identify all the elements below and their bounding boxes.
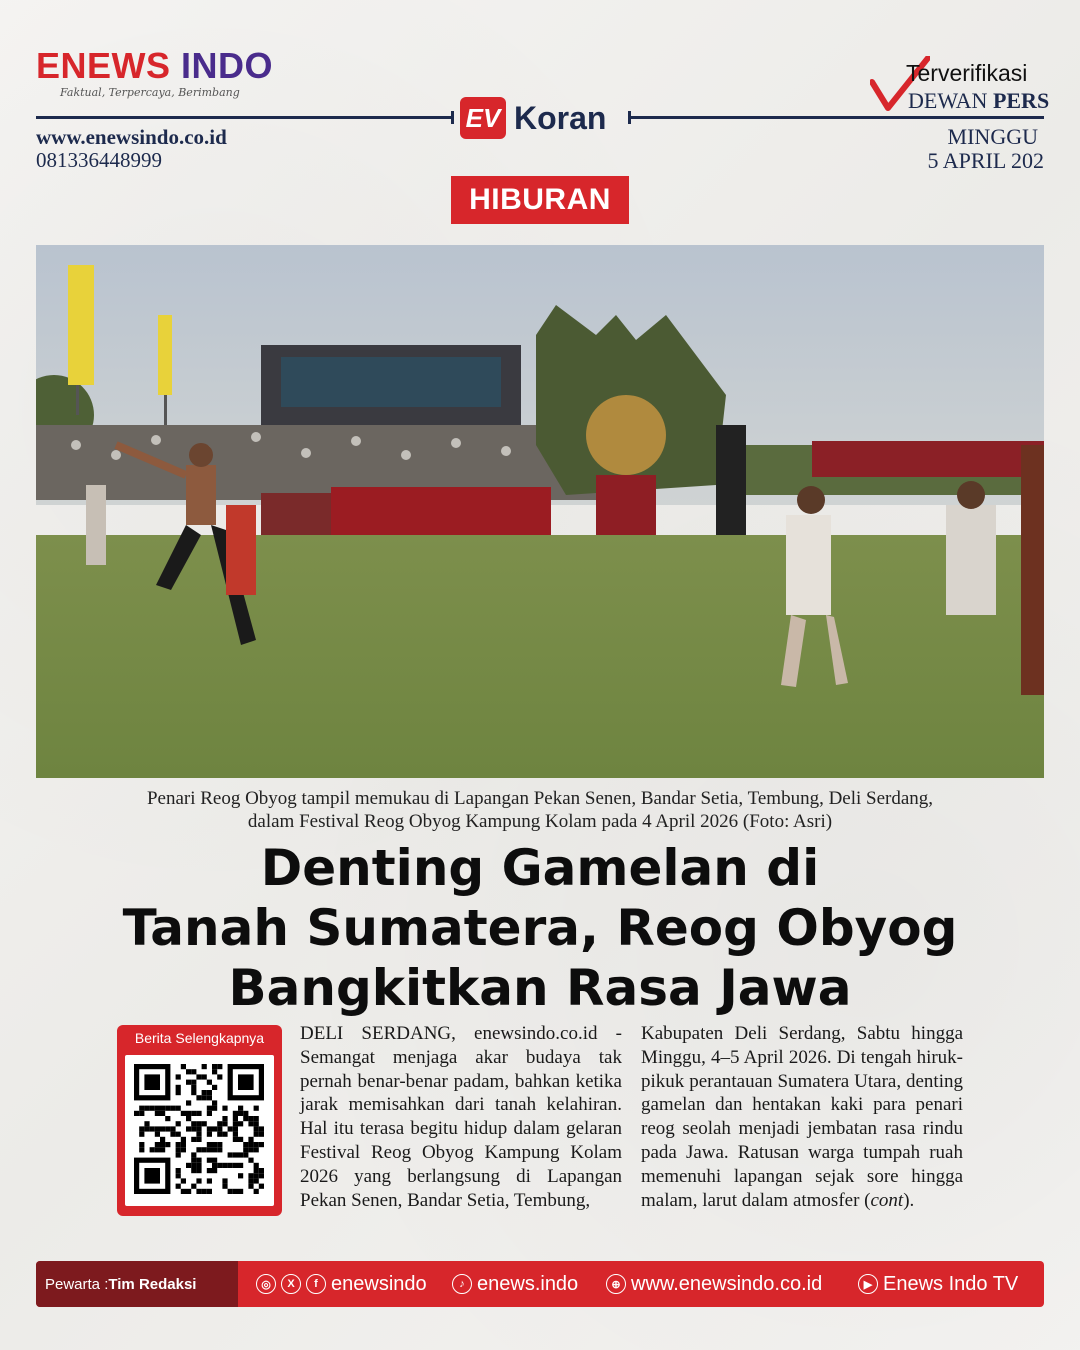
qr-module	[191, 1069, 196, 1074]
qr-module	[191, 1137, 196, 1142]
youtube-channel[interactable]: Enews Indo TV	[883, 1272, 1019, 1295]
qr-module	[254, 1178, 259, 1183]
qr-module	[233, 1189, 238, 1194]
qr-module	[233, 1111, 238, 1116]
qr-module	[217, 1126, 222, 1131]
article-column-2	[641, 1022, 963, 1212]
qr-module	[212, 1163, 217, 1168]
qr-module	[176, 1074, 181, 1079]
qr-module	[254, 1132, 259, 1137]
category-badge: HIBURAN	[451, 176, 629, 224]
qr-module	[259, 1168, 264, 1173]
qr-module	[248, 1184, 253, 1189]
qr-label: Berita Selengkapnya	[134, 1030, 265, 1046]
qr-module	[191, 1163, 196, 1168]
qr-module	[155, 1132, 160, 1137]
youtube-link[interactable]	[858, 1261, 1018, 1307]
qr-module	[248, 1158, 253, 1163]
youtube-icon[interactable]: ▶	[858, 1274, 878, 1294]
headline-line-2: Tanah Sumatera, Reog Obyog	[122, 899, 958, 957]
qr-code-graphic	[125, 1055, 274, 1206]
qr-module	[212, 1085, 217, 1090]
qr-module	[139, 1147, 144, 1152]
qr-module	[186, 1116, 191, 1121]
qr-module	[165, 1106, 170, 1111]
globe-icon[interactable]: ⊕	[606, 1274, 626, 1294]
qr-code-icon[interactable]	[125, 1055, 274, 1206]
verified-pers: PERS	[992, 88, 1050, 113]
qr-module	[176, 1184, 181, 1189]
qr-module	[181, 1137, 186, 1142]
qr-module	[176, 1173, 181, 1178]
qr-finder	[144, 1074, 160, 1090]
qr-module	[202, 1147, 207, 1152]
edition-logo	[460, 97, 606, 139]
qr-module	[217, 1132, 222, 1137]
qr-module	[207, 1147, 212, 1152]
reporter-name: Tim Redaksi	[108, 1275, 197, 1293]
qr-module	[165, 1142, 170, 1147]
qr-module	[212, 1064, 217, 1069]
headline-line-1: Denting Gamelan di	[260, 839, 820, 897]
qr-module	[222, 1106, 227, 1111]
qr-module	[207, 1080, 212, 1085]
facebook-icon[interactable]: f	[306, 1274, 326, 1294]
qr-module	[259, 1184, 264, 1189]
qr-module	[238, 1152, 243, 1157]
qr-module	[254, 1168, 259, 1173]
qr-module	[134, 1111, 139, 1116]
qr-module	[191, 1158, 196, 1163]
qr-module	[243, 1116, 248, 1121]
qr-module	[217, 1121, 222, 1126]
qr-module	[165, 1126, 170, 1131]
qr-module	[228, 1152, 233, 1157]
qr-module	[160, 1111, 165, 1116]
brand-part-2: INDO	[181, 45, 274, 86]
qr-module	[155, 1142, 160, 1147]
qr-module	[139, 1106, 144, 1111]
qr-module	[207, 1189, 212, 1194]
article-column-2-text: Kabupaten Deli Serdang, Sabtu hingga Minggu, 4–5 April 2026. Di tengah hiruk-pikuk perantauan Sumatera Utara, denting gamelan dan hentakan kaki para penari reog seolah menjadi jembatan rasa rindu pada Jawa. Ratusan warga tumpah ruah memenuhi lapangan sejak sore hingga malam, larut dalam atmosfer (	[641, 1023, 963, 1211]
qr-module	[202, 1189, 207, 1194]
qr-module	[155, 1106, 160, 1111]
qr-module	[222, 1178, 227, 1183]
qr-module	[176, 1090, 181, 1095]
qr-module	[186, 1126, 191, 1131]
qr-module	[176, 1147, 181, 1152]
qr-module	[254, 1106, 259, 1111]
qr-module	[181, 1189, 186, 1194]
social-links[interactable]	[256, 1261, 427, 1307]
qr-module	[207, 1158, 212, 1163]
qr-module	[186, 1080, 191, 1085]
qr-module	[243, 1111, 248, 1116]
qr-module	[222, 1116, 227, 1121]
qr-module	[165, 1116, 170, 1121]
qr-module	[139, 1142, 144, 1147]
qr-module	[243, 1147, 248, 1152]
qr-module	[181, 1142, 186, 1147]
qr-module	[222, 1184, 227, 1189]
qr-module	[191, 1152, 196, 1157]
qr-finder	[238, 1074, 254, 1090]
header-website[interactable]: www.enewsindo.co.id	[36, 125, 227, 149]
qr-module	[191, 1121, 196, 1126]
qr-module	[243, 1152, 248, 1157]
social-handle[interactable]: enewsindo	[331, 1272, 427, 1295]
qr-module	[196, 1121, 201, 1126]
qr-module	[212, 1168, 217, 1173]
qr-module	[259, 1173, 264, 1178]
qr-module	[233, 1116, 238, 1121]
qr-module	[196, 1168, 201, 1173]
qr-module	[207, 1132, 212, 1137]
headline-line-3: Bangkitkan Rasa Jawa	[228, 959, 852, 1017]
qr-module	[191, 1090, 196, 1095]
brand-part-1: ENEWS	[36, 45, 171, 86]
qr-module	[254, 1116, 259, 1121]
qr-module	[176, 1085, 181, 1090]
qr-module	[207, 1090, 212, 1095]
qr-module	[212, 1126, 217, 1131]
article-column-1: DELI SERDANG, enewsindo.co.id - Semangat menjaga akar budaya tak pernah benar-benar padam, bahkan ketika jarak memisahkan dari tanah kelahiran. Hal itu terasa begitu hidup dalam gelaran Festival Reog Obyog Kampung Kolam 2026 yang berlangsung di Lapangan Pekan Senen, Bandar Setia, Tembung,	[300, 1023, 622, 1211]
qr-module	[233, 1132, 238, 1137]
qr-module	[202, 1074, 207, 1079]
qr-module	[155, 1111, 160, 1116]
x-icon[interactable]: X	[281, 1274, 301, 1294]
qr-module	[243, 1142, 248, 1147]
qr-module	[217, 1147, 222, 1152]
tiktok-link[interactable]	[452, 1261, 578, 1307]
qr-module	[207, 1095, 212, 1100]
qr-module	[212, 1142, 217, 1147]
qr-module	[202, 1090, 207, 1095]
qr-module	[181, 1178, 186, 1183]
instagram-icon[interactable]: ◎	[256, 1274, 276, 1294]
qr-module	[139, 1132, 144, 1137]
qr-module	[191, 1085, 196, 1090]
qr-module	[259, 1126, 264, 1131]
tiktok-icon[interactable]: ♪	[452, 1274, 472, 1294]
qr-module	[191, 1184, 196, 1189]
verified-line-2	[908, 88, 1049, 114]
qr-module	[176, 1142, 181, 1147]
qr-module	[139, 1126, 144, 1131]
qr-module	[207, 1168, 212, 1173]
qr-module	[228, 1163, 233, 1168]
qr-module	[207, 1126, 212, 1131]
header-divider-left	[36, 116, 454, 119]
qr-module	[144, 1106, 149, 1111]
qr-module	[170, 1132, 175, 1137]
qr-finder	[144, 1168, 160, 1184]
festival-photo	[36, 245, 1044, 778]
qr-module	[248, 1147, 253, 1152]
qr-module	[248, 1142, 253, 1147]
qr-module	[254, 1121, 259, 1126]
qr-module	[196, 1126, 201, 1131]
qr-module	[155, 1126, 160, 1131]
qr-module	[233, 1163, 238, 1168]
brand-logo	[36, 45, 274, 86]
qr-module	[212, 1147, 217, 1152]
qr-module	[248, 1121, 253, 1126]
qr-module	[238, 1189, 243, 1194]
qr-module	[254, 1142, 259, 1147]
qr-module	[233, 1126, 238, 1131]
ev-logo-icon: EV	[460, 97, 506, 139]
qr-module	[207, 1142, 212, 1147]
qr-module	[207, 1178, 212, 1183]
qr-module	[233, 1152, 238, 1157]
edition-label: Koran	[514, 99, 607, 136]
qr-module	[139, 1111, 144, 1116]
qr-module	[207, 1111, 212, 1116]
qr-module	[202, 1095, 207, 1100]
caption-line-2: dalam Festival Reog Obyog Kampung Kolam pada 4 April 2026 (Foto: Asri)	[247, 811, 833, 832]
qr-module	[254, 1126, 259, 1131]
qr-module	[150, 1126, 155, 1131]
qr-module	[233, 1137, 238, 1142]
qr-module	[160, 1147, 165, 1152]
qr-module	[259, 1142, 264, 1147]
qr-module	[181, 1064, 186, 1069]
qr-module	[181, 1147, 186, 1152]
qr-module	[186, 1069, 191, 1074]
issue-date: 5 APRIL 202	[927, 148, 1044, 173]
qr-module	[160, 1126, 165, 1131]
qr-module	[196, 1095, 201, 1100]
qr-module	[155, 1147, 160, 1152]
qr-module	[160, 1106, 165, 1111]
article-headline	[40, 838, 1040, 1018]
qr-module	[238, 1173, 243, 1178]
qr-module	[254, 1173, 259, 1178]
qr-module	[202, 1121, 207, 1126]
qr-module	[176, 1106, 181, 1111]
qr-module	[176, 1152, 181, 1157]
qr-module	[248, 1137, 253, 1142]
qr-module	[196, 1158, 201, 1163]
qr-module	[196, 1074, 201, 1079]
qr-card[interactable]	[117, 1025, 282, 1216]
footer-bar	[36, 1261, 1044, 1307]
qr-module	[160, 1142, 165, 1147]
verified-badge	[870, 56, 1060, 116]
brand-tagline: Faktual, Terpercaya, Berimbang	[60, 86, 240, 99]
qr-module	[196, 1147, 201, 1152]
qr-module	[176, 1168, 181, 1173]
article-continued[interactable]: cont	[870, 1189, 904, 1211]
qr-module	[207, 1106, 212, 1111]
qr-module	[217, 1142, 222, 1147]
qr-module	[191, 1111, 196, 1116]
qr-module	[196, 1178, 201, 1183]
qr-module	[186, 1189, 191, 1194]
qr-module	[186, 1111, 191, 1116]
article-column-2-end: ).	[903, 1189, 915, 1211]
qr-module	[238, 1137, 243, 1142]
qr-module	[160, 1137, 165, 1142]
qr-module	[254, 1147, 259, 1152]
issue-day: MINGGU	[947, 124, 1038, 149]
qr-module	[186, 1163, 191, 1168]
qr-module	[238, 1121, 243, 1126]
qr-module	[176, 1132, 181, 1137]
qr-module	[248, 1178, 253, 1183]
qr-module	[222, 1163, 227, 1168]
qr-module	[248, 1173, 253, 1178]
qr-module	[196, 1111, 201, 1116]
qr-module	[191, 1168, 196, 1173]
verified-line-1: Terverifikasi	[906, 60, 1028, 86]
footer-website[interactable]: www.enewsindo.co.id	[631, 1272, 823, 1295]
qr-module	[233, 1121, 238, 1126]
qr-module	[144, 1121, 149, 1126]
qr-module	[196, 1132, 201, 1137]
qr-module	[196, 1189, 201, 1194]
qr-module	[259, 1132, 264, 1137]
qr-module	[181, 1111, 186, 1116]
qr-module	[150, 1106, 155, 1111]
qr-module	[228, 1126, 233, 1131]
qr-module	[212, 1100, 217, 1105]
tiktok-handle[interactable]: enews.indo	[477, 1272, 579, 1295]
qr-module	[217, 1064, 222, 1069]
qr-module	[170, 1126, 175, 1131]
qr-module	[170, 1106, 175, 1111]
header-divider-right	[628, 116, 1044, 119]
qr-module	[202, 1064, 207, 1069]
verified-dewan: DEWAN	[908, 88, 988, 113]
qr-module	[191, 1080, 196, 1085]
reporter-label: Pewarta :	[45, 1275, 109, 1293]
qr-module	[144, 1126, 149, 1131]
qr-module	[212, 1158, 217, 1163]
website-link[interactable]	[606, 1261, 822, 1307]
qr-module	[217, 1163, 222, 1168]
photo-caption	[40, 787, 1040, 833]
photo-illustration	[36, 245, 1044, 778]
qr-module	[196, 1163, 201, 1168]
qr-module	[238, 1106, 243, 1111]
qr-module	[222, 1121, 227, 1126]
qr-module	[186, 1100, 191, 1105]
qr-module	[196, 1137, 201, 1142]
qr-module	[222, 1132, 227, 1137]
qr-module	[150, 1147, 155, 1152]
qr-module	[248, 1116, 253, 1121]
qr-module	[238, 1163, 243, 1168]
qr-module	[212, 1069, 217, 1074]
qr-module	[191, 1126, 196, 1131]
qr-module	[176, 1121, 181, 1126]
header-phone: 081336448999	[36, 148, 162, 172]
qr-module	[228, 1189, 233, 1194]
qr-module	[254, 1189, 259, 1194]
reporter-credit	[36, 1261, 238, 1307]
qr-module	[212, 1106, 217, 1111]
qr-module	[238, 1111, 243, 1116]
caption-line-1: Penari Reog Obyog tampil memukau di Lapangan Pekan Senen, Bandar Setia, Tembung, Deli Serdang,	[146, 788, 934, 809]
qr-module	[254, 1163, 259, 1168]
qr-module	[217, 1074, 222, 1079]
